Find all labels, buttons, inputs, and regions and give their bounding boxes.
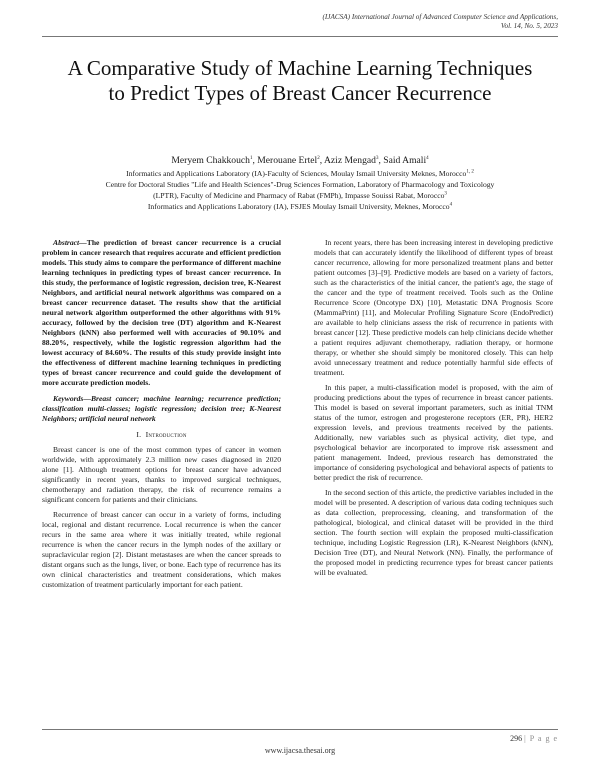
- body-paragraph: In the second section of this article, the predictive variables included in the model will be presented. A description of various data coding techniques such as data collection, preprocessing, cleaning, and transformation of the pathological, biological, and clinical dataset will be provided in the third section. The fourth section will explain the proposed multi-classification technique, including Logistic Regression (LR), K-Nearest Neighbors (kNN), Decision Tree (DT), and Neural Network (NN). Finally, the performance of the proposed model in predicting recurrence types for breast cancer patients will be evaluated.: [314, 488, 553, 577]
- keywords: Keywords—Breast cancer; machine learning; recurrence prediction; classification multi-classes; logistic regression; decision tree; K-Nearest Neighbors; artificial neural network: [42, 394, 281, 423]
- affiliation-line: Informatics and Applications Laboratory (IA)-Faculty of Sciences, Moulay Ismail University Meknes, Morocco$^{1, 2}$: [126, 169, 474, 178]
- paper-title: A Comparative Study of Machine Learning Techniques to Predict Types of Breast Cancer Recurrence: [67, 56, 533, 105]
- body-paragraph: In recent years, there has been increasing interest in developing predictive models that can accurately identify the likelihood of different types of breast cancer recurrence, allowing for more personalized treatment plans and better patient outcomes [3]–[9]. Predictive models are based on a variety of factors, such as the characteristics of the initial cancer, the patient's age, the stage of the cancer and the type of treatment received. Tools such as the Online Recurrence Score (Oncotype DX) [10], Metastatic DNA Prognosis Score (MammaPrint) [11], and Molecular Profiling Signature Score (EndoPredict) are available to help clinicians assess the risk of recurrence in patients with breast cancer [12]. These predictive models can help clinicians decide whether a patient requires adjuvant chemotherapy, radiation therapy, or hormone therapy, or whether she should simply be monitored closely. This can help avoid unnecessary treatment and reduce potentially harmful side effects of treatment.: [314, 238, 553, 377]
- section-heading-introduction: I. Introduction: [136, 430, 187, 439]
- journal-header: [138, 13, 558, 31]
- author-name: Said Amali: [383, 155, 427, 166]
- author-list: Meryem Chakkouch$^1$, Merouane Ertel$^2$, Aziz Mengad$^3$, Said Amali$^4$: [171, 155, 429, 166]
- affiliation-line: Informatics and Applications Laboratory (IA), FSJES Moulay Ismail University, Meknes, Morocco$^4$: [147, 202, 453, 211]
- author-name: Meryem Chakkouch: [171, 155, 250, 166]
- right-column: [314, 238, 553, 583]
- body-paragraph: In this paper, a multi-classification model is proposed, with the aim of producing predictions about the types of recurrence in breast cancer patients. This model is based on several important parameters, such as initial TNM status of the tumor, estrogen and progesterone receptors (ER, PR), HER2 expression levels, and previous treatments received by the patients. Additionally, new variables such as physical activity, diet type, and psychological behavior are incorporated to improve risk assessment and patient management. Indeed, previous research has demonstrated the importance of considering psychological and behavioral aspects of patients to better predict the risk of recurrence.: [314, 383, 553, 482]
- affiliation-line: Centre for Doctoral Studies "Life and Health Sciences"-Drug Sciences Formation, Laboratory of Pharmacology and Toxicology: [105, 180, 495, 189]
- page-number: 296 | P a g e: [510, 734, 558, 743]
- journal-name: (IJACSA) International Journal of Advanced Computer Science and Applications,: [322, 13, 558, 21]
- left-column: [42, 238, 281, 595]
- abstract-label: Abstract—: [53, 238, 87, 247]
- author-name: Merouane Ertel: [257, 155, 318, 166]
- affiliation-line: (LPTR), Faculty of Medicine and Pharmacy of Rabat (FMPh), Impasse Souissi Rabat, Morocco$^3$: [153, 191, 447, 200]
- header-rule: [42, 36, 558, 37]
- journal-volume: Vol. 14, No. 5, 2023: [500, 22, 558, 30]
- body-paragraph: Recurrence of breast cancer can occur in a variety of forms, including local, regional and distant recurrence. Local recurrence is when the cancer recurs in the same area where it was initially treated, while regional recurrence is when the cancer recurs in the lymph nodes of the axillary or supraclavicular region [2]. Distant metastases are when the cancer spreads to distant organs such as the lungs, liver, or bone. Each type of recurrence has its own clinical characteristics and treatment considerations, which makes customization of treatment particularly important for each patient.: [42, 510, 281, 589]
- affiliations: [30, 168, 570, 212]
- abstract-text: The prediction of breast cancer recurrence is a crucial problem in cancer research that requires accurate and efficient prediction models. This study aims to compare the performance of different machine learning techniques in predicting types of breast cancer recurrence. In this study, the performance of logistic regression, decision tree, K-Nearest Neighbors, and artificial neural network algorithms was compared on a breast cancer recurrence dataset. The results show that the artificial neural network algorithm outperformed the other algorithms with 91% accuracy, followed by the decision tree (DT) algorithm and K-Nearest Neighbors (kNN) also performed well with accuracies of 90.10% and 88.20%, respectively, while the logistic regression algorithm had the lowest accuracy of 84.60%. The results of this study provide insight into the effectiveness of different machine learning techniques in predicting types of breast cancer recurrence and could guide the development of more accurate prediction models.: [42, 238, 281, 387]
- footer-rule: [42, 729, 558, 730]
- abstract: [42, 238, 281, 388]
- body-paragraph: Breast cancer is one of the most common types of cancer in women worldwide, with approximately 2.3 million new cases diagnosed in 2020 alone [1]. Although treatment options for breast cancer have advanced significantly in recent years, thanks to improved surgical techniques, chemotherapy and radiation therapy, the risk of recurrence remains a significant concern for patients and their clinicians.: [42, 445, 281, 504]
- journal-url[interactable]: www.ijacsa.thesai.org: [264, 746, 336, 755]
- author-name: Aziz Mengad: [323, 155, 376, 166]
